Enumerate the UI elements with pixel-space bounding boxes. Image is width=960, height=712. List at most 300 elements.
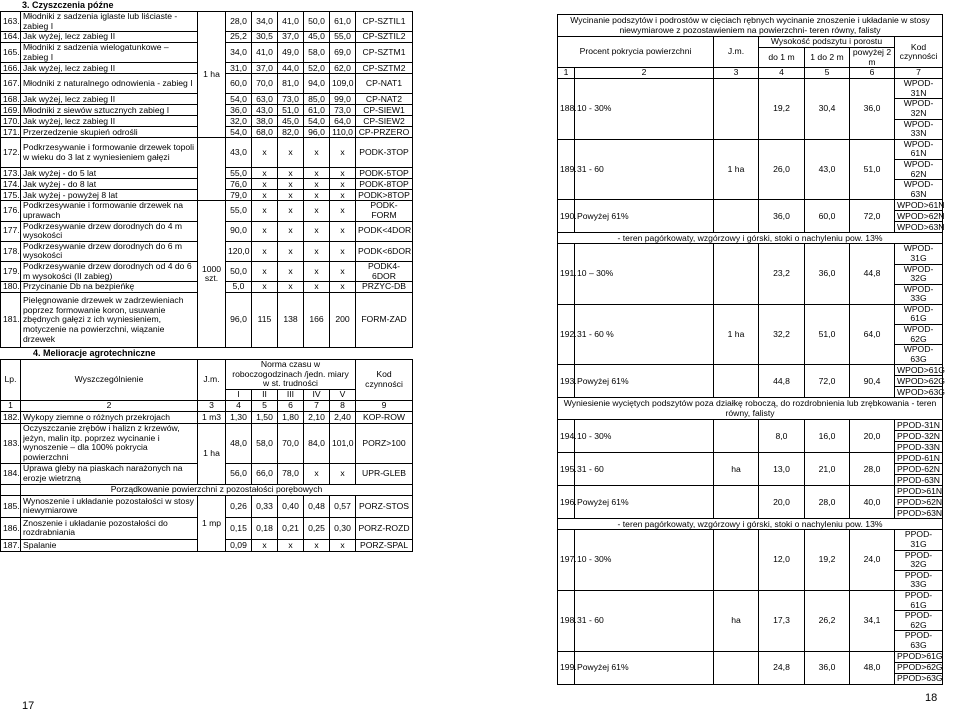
column-number: 2 [21, 400, 198, 411]
code-cell: PODK-3TOP [356, 138, 413, 168]
header-norma: Norma czasu w roboczogodzinach /jedn. miary w st. trudności [226, 360, 356, 390]
value-cell: x [278, 138, 304, 168]
header-height: Wysokość podszytu i porostu [759, 37, 895, 48]
subheader-row [558, 233, 943, 244]
unit-cell [714, 365, 759, 398]
value-cell: 79,0 [226, 190, 252, 201]
row-name: Jak wyżej - powyżej 8 lat [21, 190, 198, 201]
value-cell: 96,0 [304, 127, 330, 138]
value-cell: x [278, 201, 304, 221]
header-row [558, 37, 943, 48]
table-row [558, 365, 943, 376]
row-number: 168. [1, 94, 21, 105]
code-cell: CP-SIEW2 [356, 116, 413, 127]
value-cell: 52,0 [304, 63, 330, 74]
value-cell: 110,0 [330, 127, 356, 138]
row-name: 10 - 30% [575, 79, 714, 140]
code-cell: WPOD-61N [895, 139, 943, 159]
code-cell: WPOD-31G [895, 244, 943, 264]
row-name: Przycinanie Db na bezpieńkę [21, 282, 198, 293]
row-name: Młodniki z siewów sztucznych zabieg I [21, 105, 198, 116]
row-number: 183. [1, 423, 21, 463]
code-cell: WPOD-63N [895, 180, 943, 200]
code-cell: PPOD>63G [895, 673, 943, 684]
unit-cell [714, 486, 759, 519]
code-cell: WPOD>61N [895, 200, 943, 211]
value-cell: 70,0 [278, 423, 304, 463]
value-cell: 0,09 [226, 539, 252, 551]
row-number: 179. [1, 261, 21, 281]
table-row [558, 139, 943, 159]
code-cell: PODK-FORM [356, 201, 413, 221]
header-do2: 1 do 2 m [805, 48, 850, 68]
table-row [558, 591, 943, 611]
row-number: 192. [558, 304, 575, 365]
header-degree: IV [304, 389, 330, 400]
value-cell: 60,0 [226, 74, 252, 94]
value-cell: 0,15 [226, 517, 252, 539]
code-cell: WPOD-31N [895, 79, 943, 99]
table-row [558, 453, 943, 464]
code-cell: PRZYC-DB [356, 282, 413, 293]
value-cell: 64,0 [330, 116, 356, 127]
value-cell: 36,0 [759, 200, 805, 233]
value-cell: 61,0 [330, 12, 356, 32]
code-cell: WPOD>62N [895, 211, 943, 222]
right-table [557, 14, 943, 685]
code-cell: PODK-5TOP [356, 168, 413, 179]
table-row [1, 12, 413, 32]
code-cell: PPOD>61G [895, 651, 943, 662]
table-row [1, 423, 413, 463]
value-cell: 200 [330, 293, 356, 348]
value-cell: 64,0 [850, 304, 895, 365]
row-name: 31 - 60 [575, 453, 714, 486]
value-cell: 16,0 [805, 420, 850, 453]
table-row [558, 304, 943, 324]
value-cell: 58,0 [252, 423, 278, 463]
row-number: 181. [1, 293, 21, 348]
value-cell: x [252, 221, 278, 241]
table-row [1, 201, 413, 221]
value-cell: 38,0 [252, 116, 278, 127]
code-cell: FORM-ZAD [356, 293, 413, 348]
value-cell: 5,0 [226, 282, 252, 293]
value-cell: 70,0 [252, 74, 278, 94]
header-pokrycie: Procent pokrycia powierzchni [558, 37, 714, 68]
value-cell: 19,2 [805, 530, 850, 591]
header-do1: do 1 m [759, 48, 805, 68]
value-cell: 37,0 [252, 63, 278, 74]
code-cell: PPOD-32N [895, 431, 943, 442]
value-cell: 63,0 [252, 94, 278, 105]
row-number: 198. [558, 591, 575, 652]
value-cell: 0,40 [278, 495, 304, 517]
row-number: 173. [1, 168, 21, 179]
row-name: Powyżej 61% [575, 365, 714, 398]
value-cell: 51,0 [850, 139, 895, 200]
value-cell: 101,0 [330, 423, 356, 463]
value-cell: x [252, 241, 278, 261]
row-number: 163. [1, 12, 21, 32]
row-name: Podkrzesywanie i formowanie drzewek na uprawach [21, 201, 198, 221]
column-number: 5 [252, 400, 278, 411]
value-cell: 44,8 [850, 244, 895, 305]
code-cell: PPOD-61G [895, 591, 943, 611]
value-cell: 45,0 [278, 116, 304, 127]
code-cell: WPOD-33N [895, 119, 943, 139]
unit-cell: 1 mp [198, 495, 226, 551]
code-cell: WPOD-62N [895, 159, 943, 179]
code-cell: PORZ-SPAL [356, 539, 413, 551]
code-cell: PORZ>100 [356, 423, 413, 463]
subheader-text: Wyniesienie wyciętych podszytów poza działkę roboczą, do rozdrobnienia lub zrębkowania - teren równy, falisty [558, 398, 943, 420]
value-cell: 45,0 [304, 32, 330, 43]
column-number: 2 [575, 68, 714, 79]
value-cell: 54,0 [226, 127, 252, 138]
code-cell: PPOD-62N [895, 464, 943, 475]
header-lp: Lp. [1, 360, 21, 401]
row-name: Wynoszenie i układanie pozostałości w stosy niewymiarowe [21, 495, 198, 517]
value-cell: 2,40 [330, 411, 356, 423]
row-name: Podkrzesywanie drzew dorodnych od 4 do 6 m wysokości (II zabieg) [21, 261, 198, 281]
value-cell: 60,0 [805, 200, 850, 233]
value-cell: x [304, 168, 330, 179]
value-cell: 24,8 [759, 651, 805, 684]
value-cell: 43,0 [252, 105, 278, 116]
value-cell: 73,0 [330, 105, 356, 116]
value-cell: 94,0 [304, 74, 330, 94]
value-cell: 72,0 [850, 200, 895, 233]
value-cell: 30,4 [805, 79, 850, 140]
value-cell: 115 [252, 293, 278, 348]
unit-cell: 1000 szt. [198, 201, 226, 348]
header-unit: J.m. [714, 37, 759, 68]
row-number: 171. [1, 127, 21, 138]
number-row [558, 68, 943, 79]
unit-cell [714, 79, 759, 140]
value-cell: 30,5 [252, 32, 278, 43]
row-number: 196. [558, 486, 575, 519]
value-cell: x [252, 168, 278, 179]
row-name: Jak wyżej, lecz zabieg II [21, 94, 198, 105]
value-cell: x [304, 138, 330, 168]
code-cell: CP-NAT1 [356, 74, 413, 94]
unit-cell [198, 138, 226, 201]
subheader-row [558, 519, 943, 530]
code-cell: WPOD>63N [895, 222, 943, 233]
code-cell: WPOD-61G [895, 304, 943, 324]
row-number: 188. [558, 79, 575, 140]
code-cell: CP-SZTIL1 [356, 12, 413, 32]
row-number: 170. [1, 116, 21, 127]
subheader-text: - teren pagórkowaty, wzgórzowy i górski, stoki o nachyleniu pow. 13% [558, 233, 943, 244]
value-cell: 44,8 [759, 365, 805, 398]
value-cell: 28,0 [805, 486, 850, 519]
value-cell: 36,0 [805, 244, 850, 305]
value-cell: 62,0 [330, 63, 356, 74]
code-cell: PPOD-33N [895, 442, 943, 453]
code-cell: PPOD-31N [895, 420, 943, 431]
code-cell: PPOD>62G [895, 662, 943, 673]
row-number: 166. [1, 63, 21, 74]
value-cell: 37,0 [278, 32, 304, 43]
row-number: 195. [558, 453, 575, 486]
value-cell: 44,0 [278, 63, 304, 74]
value-cell: x [304, 241, 330, 261]
value-cell: 69,0 [330, 43, 356, 63]
row-name: 10 - 30% [575, 420, 714, 453]
header-kod: Kod czynności [356, 360, 413, 401]
value-cell: x [304, 201, 330, 221]
value-cell: 43,0 [226, 138, 252, 168]
column-number: 9 [356, 400, 413, 411]
subheader-row [558, 398, 943, 420]
table-title: Wycinanie podszytów i podrostów w cięciach rębnych wycinanie znoszenie i układanie w stosy niewymiarowe z pozostawieniem na powierzchni- teren równy, falisty [558, 15, 943, 37]
value-cell: 1,80 [278, 411, 304, 423]
value-cell: x [304, 261, 330, 281]
header-degree: V [330, 389, 356, 400]
value-cell: 48,0 [226, 423, 252, 463]
code-cell: PODK<6DOR [356, 241, 413, 261]
column-number: 1 [558, 68, 575, 79]
value-cell: 0,18 [252, 517, 278, 539]
number-row [1, 400, 413, 411]
value-cell: x [252, 282, 278, 293]
row-number: 190. [558, 200, 575, 233]
row-number: 191. [558, 244, 575, 305]
row-number: 180. [1, 282, 21, 293]
code-cell: WPOD>63G [895, 387, 943, 398]
value-cell: x [330, 539, 356, 551]
row-number: 185. [1, 495, 21, 517]
header-name: Wyszczególnienie [21, 360, 198, 401]
value-cell: 36,0 [805, 651, 850, 684]
left-table-top [0, 11, 413, 348]
column-number: 4 [759, 68, 805, 79]
value-cell: x [252, 179, 278, 190]
table-row [558, 244, 943, 264]
table-row [1, 138, 413, 168]
table-row [558, 486, 943, 497]
right-page [557, 14, 945, 704]
value-cell: 36,0 [226, 105, 252, 116]
value-cell: 54,0 [304, 116, 330, 127]
value-cell: x [330, 463, 356, 484]
value-cell: 26,0 [759, 139, 805, 200]
row-number: 184. [1, 463, 21, 484]
row-name: 31 - 60 % [575, 304, 714, 365]
value-cell: 0,30 [330, 517, 356, 539]
code-cell: PPOD-33G [895, 570, 943, 590]
column-number: 3 [198, 400, 226, 411]
row-name: Młodniki z sadzenia iglaste lub liściaste - zabieg I [21, 12, 198, 32]
code-cell: WPOD-33G [895, 284, 943, 304]
row-name: 31 - 60 [575, 591, 714, 652]
value-cell: 24,0 [850, 530, 895, 591]
code-cell: CP-SIEW1 [356, 105, 413, 116]
value-cell: 82,0 [278, 127, 304, 138]
value-cell: x [278, 221, 304, 241]
row-number: 175. [1, 190, 21, 201]
code-cell: CP-NAT2 [356, 94, 413, 105]
value-cell: 61,0 [304, 105, 330, 116]
value-cell: x [304, 463, 330, 484]
row-name: Młodniki z sadzenia wielogatunkowe – zabieg I [21, 43, 198, 63]
value-cell: 48,0 [850, 651, 895, 684]
value-cell: 19,2 [759, 79, 805, 140]
value-cell: 166 [304, 293, 330, 348]
value-cell: 41,0 [252, 43, 278, 63]
value-cell: 68,0 [252, 127, 278, 138]
value-cell: 8,0 [759, 420, 805, 453]
value-cell: x [330, 190, 356, 201]
row-name: Podkrzesywanie drzew dorodnych do 4 m wysokości [21, 221, 198, 241]
value-cell: 1,30 [226, 411, 252, 423]
row-number: 174. [1, 179, 21, 190]
value-cell: 51,0 [805, 304, 850, 365]
table-row [1, 411, 413, 423]
table-row [558, 651, 943, 662]
value-cell: x [252, 201, 278, 221]
value-cell: 20,0 [759, 486, 805, 519]
section-3-title: 3. Czyszczenia późne [22, 0, 114, 10]
code-cell: PODK>8TOP [356, 190, 413, 201]
page-number-right: 18 [925, 692, 938, 704]
table-row [558, 420, 943, 431]
value-cell: 90,4 [850, 365, 895, 398]
column-number: 7 [304, 400, 330, 411]
row-name: Znoszenie i układanie pozostałości do rozdrabniania [21, 517, 198, 539]
page-number-left: 17 [22, 700, 35, 712]
header-degree: II [252, 389, 278, 400]
row-name: Podkrzesywanie i formowanie drzewek topoli w wieku do 3 lat z wyniesieniem gałęzi [21, 138, 198, 168]
row-name: 10 – 30% [575, 244, 714, 305]
code-cell: WPOD-62G [895, 325, 943, 345]
value-cell: 0,48 [304, 495, 330, 517]
row-number: 197. [558, 530, 575, 591]
value-cell: 28,0 [850, 453, 895, 486]
row-number: 194. [558, 420, 575, 453]
code-cell: WPOD>61G [895, 365, 943, 376]
column-number: 5 [805, 68, 850, 79]
value-cell: 50,0 [226, 261, 252, 281]
value-cell: 51,0 [278, 105, 304, 116]
value-cell: 96,0 [226, 293, 252, 348]
code-cell: PORZ-STOS [356, 495, 413, 517]
row-number: 187. [1, 539, 21, 551]
subheader-text: - teren pagórkowaty, wzgórzowy i górski, stoki o nachyleniu pow. 13% [558, 519, 943, 530]
code-cell: WPOD-32N [895, 99, 943, 119]
value-cell: x [278, 190, 304, 201]
value-cell: 76,0 [226, 179, 252, 190]
value-cell: x [278, 241, 304, 261]
value-cell: 43,0 [805, 139, 850, 200]
code-cell: PPOD>61N [895, 486, 943, 497]
value-cell: x [304, 282, 330, 293]
value-cell: 0,33 [252, 495, 278, 517]
row-name: Oczyszczanie zrębów i halizn z krzewów, jeżyn, malin itp. poprzez wycinanie i wynoszenie – dla 100% pokrycia powierzchni [21, 423, 198, 463]
value-cell: x [304, 539, 330, 551]
value-cell: 1,50 [252, 411, 278, 423]
row-number: 169. [1, 105, 21, 116]
value-cell: 12,0 [759, 530, 805, 591]
code-cell: CP-SZTM1 [356, 43, 413, 63]
row-name: Powyżej 61% [575, 486, 714, 519]
value-cell: x [304, 221, 330, 241]
header-degree: III [278, 389, 304, 400]
code-cell: CP-SZTM2 [356, 63, 413, 74]
value-cell: 85,0 [304, 94, 330, 105]
column-number: 3 [714, 68, 759, 79]
row-name: Powyżej 61% [575, 200, 714, 233]
value-cell: x [278, 261, 304, 281]
row-number: 182. [1, 411, 21, 423]
value-cell: x [278, 168, 304, 179]
code-cell: PPOD-61N [895, 453, 943, 464]
column-number: 6 [278, 400, 304, 411]
value-cell: 2,10 [304, 411, 330, 423]
row-name: Młodniki z naturalnego odnowienia - zabieg I [21, 74, 198, 94]
row-number: 177. [1, 221, 21, 241]
row-name: Wykopy ziemne o różnych przekrojach [21, 411, 198, 423]
row-name: Jak wyżej - do 5 lat [21, 168, 198, 179]
code-cell: KOP-ROW [356, 411, 413, 423]
unit-cell [714, 420, 759, 453]
value-cell: x [330, 168, 356, 179]
value-cell: x [304, 190, 330, 201]
value-cell: x [330, 221, 356, 241]
value-cell: 20,0 [850, 420, 895, 453]
value-cell: x [330, 179, 356, 190]
row-name: Jak wyżej, lecz zabieg II [21, 63, 198, 74]
column-number: 8 [330, 400, 356, 411]
value-cell: x [330, 241, 356, 261]
row-name: Pielęgnowanie drzewek w zadrzewieniach poprzez formowanie koron, usuwanie zbędnych gałęzi z ich wyniesieniem, motyczenie na powierzchni, wiązanie drzewek [21, 293, 198, 348]
value-cell: 13,0 [759, 453, 805, 486]
unit-cell: 1 ha [198, 423, 226, 484]
value-cell: 72,0 [805, 365, 850, 398]
unit-cell [714, 244, 759, 305]
header-degree: I [226, 389, 252, 400]
value-cell: 32,0 [226, 116, 252, 127]
row-name: Spalanie [21, 539, 198, 551]
value-cell: 23,2 [759, 244, 805, 305]
value-cell: x [252, 261, 278, 281]
code-cell: PORZ-ROZD [356, 517, 413, 539]
value-cell: 99,0 [330, 94, 356, 105]
unit-cell: 1 ha [198, 12, 226, 138]
row-name: Powyżej 61% [575, 651, 714, 684]
code-cell: PPOD-32G [895, 550, 943, 570]
code-cell: CP-SZTIL2 [356, 32, 413, 43]
code-cell: WPOD-63G [895, 345, 943, 365]
code-cell: WPOD>62G [895, 376, 943, 387]
code-cell: UPR-GLEB [356, 463, 413, 484]
subheader-text: Porządkowanie powierzchni z pozostałości porębowych [21, 484, 413, 495]
value-cell: 36,0 [850, 79, 895, 140]
value-cell: x [304, 179, 330, 190]
value-cell: x [330, 201, 356, 221]
row-name: Jak wyżej - do 8 lat [21, 179, 198, 190]
value-cell: 31,0 [226, 63, 252, 74]
value-cell: 73,0 [278, 94, 304, 105]
column-number: 1 [1, 400, 21, 411]
unit-cell [714, 651, 759, 684]
value-cell: x [278, 282, 304, 293]
value-cell: 78,0 [278, 463, 304, 484]
value-cell: 56,0 [226, 463, 252, 484]
